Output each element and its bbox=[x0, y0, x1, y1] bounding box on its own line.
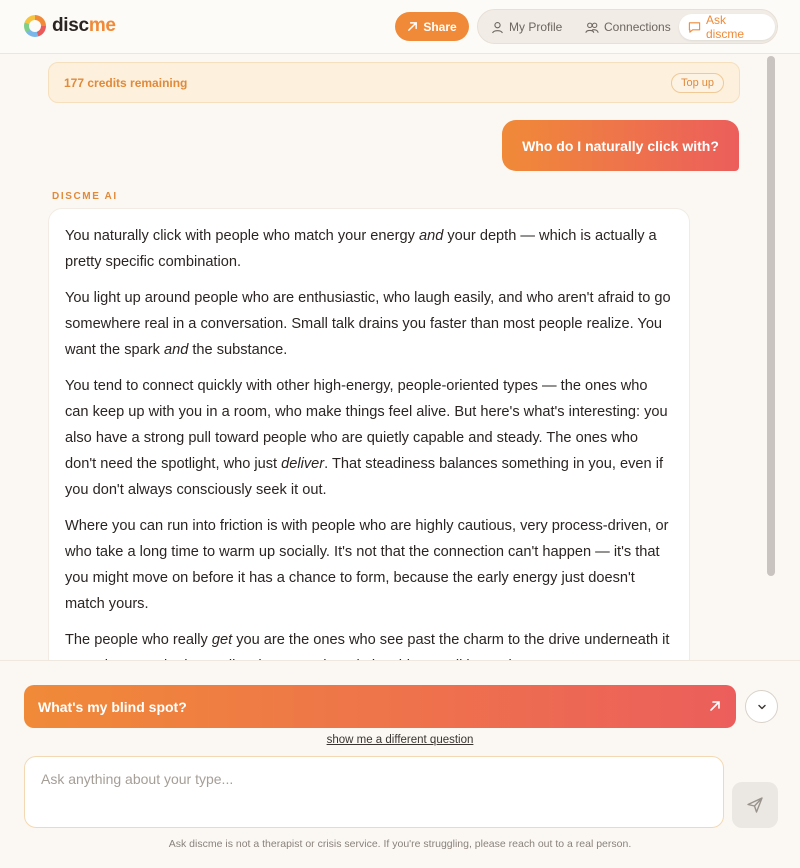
logo-text-part2: me bbox=[88, 15, 116, 36]
ai-label: DISCME AI bbox=[52, 191, 118, 202]
ai-text: You tend to connect quickly with other high-energy, people-oriented types — the ones who can keep up with you in a room, who make things feel alive. But here's what's interesting: you also have a strong pull toward people who are quietly capable and steady. The ones who don't need the spotlight, who just bbox=[65, 378, 668, 472]
chevron-down-icon bbox=[756, 701, 768, 713]
ai-emphasis: and bbox=[163, 342, 189, 358]
ai-emphasis: and bbox=[418, 228, 444, 244]
suggested-question-button[interactable] bbox=[24, 685, 736, 728]
chat-input[interactable] bbox=[24, 756, 724, 828]
share-arrow-icon bbox=[407, 21, 418, 32]
ai-text: The people who really bbox=[65, 632, 212, 648]
send-icon bbox=[746, 796, 764, 814]
arrow-up-right-icon bbox=[708, 699, 722, 713]
ai-text: you are the ones who see past the charm to the drive underneath it bbox=[236, 632, 670, 648]
ai-emphasis: deliver bbox=[281, 456, 325, 472]
nav-connections-label: Connections bbox=[604, 20, 671, 34]
send-button[interactable] bbox=[732, 782, 778, 828]
users-icon bbox=[585, 21, 599, 34]
nav-my-profile[interactable] bbox=[482, 14, 571, 40]
credits-banner bbox=[48, 62, 740, 103]
disclaimer: Ask discme is not a therapist or crisis service. If you're struggling, please reach out to a real person. bbox=[168, 838, 632, 850]
ai-text: your depth — which is actually a pretty specific combination. bbox=[65, 228, 657, 270]
logo-icon bbox=[24, 15, 46, 37]
nav-ask-discme[interactable] bbox=[679, 14, 775, 40]
ai-paragraph bbox=[65, 373, 673, 503]
ai-paragraph bbox=[65, 223, 673, 275]
ai-text: You light up around people who are enthusiastic, who laugh easily, and who aren't afraid to go somewhere real in a conversation. Small talk drains you faster than most people realize. You want the spark bbox=[65, 290, 671, 358]
user-icon bbox=[491, 21, 504, 34]
nav-my-profile-label: My Profile bbox=[509, 20, 563, 34]
ai-text: You naturally click with people who match your energy bbox=[65, 228, 419, 244]
suggested-question-label: What's my blind spot? bbox=[38, 698, 187, 715]
chat-bubble-icon bbox=[688, 21, 701, 34]
nav-ask-discme-label: Ask discme bbox=[706, 13, 745, 41]
credits-remaining: 177 credits remaining bbox=[64, 76, 188, 90]
logo-text-part1: disc bbox=[52, 15, 89, 36]
main-nav bbox=[477, 9, 778, 44]
share-label: Share bbox=[423, 19, 457, 34]
nav-connections[interactable] bbox=[576, 14, 680, 40]
ai-paragraph bbox=[65, 285, 673, 363]
ai-text: the substance. bbox=[188, 342, 288, 358]
ai-response-card bbox=[48, 208, 690, 678]
user-message: Who do I naturally click with? bbox=[502, 120, 739, 171]
top-up-button[interactable]: Top up bbox=[671, 73, 724, 93]
ai-text: . That steadiness balances something in you, even if you don't always consciously seek it out. bbox=[65, 456, 664, 498]
scrollbar-thumb[interactable] bbox=[767, 56, 775, 576]
logo-wordmark bbox=[52, 15, 116, 37]
more-questions-button[interactable] bbox=[745, 690, 778, 723]
ai-paragraph bbox=[65, 513, 673, 617]
share-button[interactable] bbox=[395, 12, 469, 41]
ai-emphasis: get bbox=[211, 632, 233, 648]
logo[interactable] bbox=[24, 15, 116, 37]
different-question-link[interactable]: show me a different question bbox=[326, 734, 474, 746]
ai-text: Where you can run into friction is with people who are highly cautious, very process-driven, or who take a long time to warm up socially. It's not that the connection can't happen — it's that you might move on before it has a chance to form, because the early energy just doesn't match yours. bbox=[65, 518, 669, 612]
ai-response-body bbox=[49, 209, 689, 678]
top-bar bbox=[0, 0, 800, 54]
